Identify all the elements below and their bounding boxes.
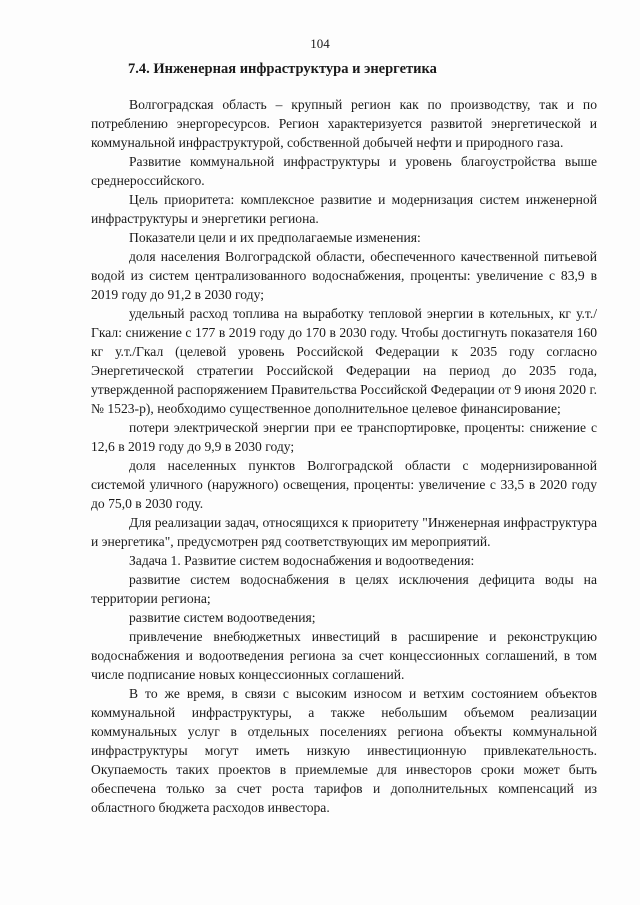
paragraph-measures-intro: Для реализации задач, относящихся к приоритету "Инженерная инфраструктура и энергетика", предусмотрен ряд соответствующих им мероприятий. — [91, 515, 597, 549]
paragraph-energy-loss-indicator: потери электрической энергии при ее транспортировке, проценты: снижение с 12,6 в 2019 году до 9,9 в 2030 году; — [91, 420, 597, 454]
paragraph-sewerage-development: развитие систем водоотведения; — [129, 610, 316, 625]
page-number: 104 — [310, 36, 330, 51]
paragraph-infrastructure-level: Развитие коммунальной инфраструктуры и уровень благоустройства выше среднероссийского. — [91, 154, 597, 188]
body-text — [91, 95, 597, 817]
paragraph-investment-attractiveness: В то же время, в связи с высоким износом и ветхим состоянием объектов коммунальной инфраструктуры, а также небольшим объемом реализации коммунальных услуг в отдельных поселениях региона объекты коммунальной инфраструктуры могут иметь низкую инвестиционную привлекательность. Окупаемость таких проектов в приемлемые для инвесторов сроки может быть обеспечена только за счет роста тарифов и дополнительных компенсаций из областного бюджета расходов инвестора. — [91, 686, 597, 815]
paragraph-fuel-consumption-indicator: удельный расход топлива на выработку тепловой энергии в котельных, кг у.т./Гкал: снижение с 177 в 2019 году до 170 в 2030 году. Чтобы достигнуть показателя 160 кг у.т./Гкал (целевой уровень Российской Федерации к 2035 году согласно Энергетической стратегии Российской Федерации на период до 2035 года, утвержденной распоряжением Правительства Российской Федерации от 9 июня 2020 г. № 1523-р), необходимо существенное дополнительное целевое финансирование; — [91, 306, 597, 416]
paragraph-investment-attraction: привлечение внебюджетных инвестиций в расширение и реконструкцию водоснабжения и водоотведения региона за счет концессионных соглашений, в том числе подписание новых концессионных соглашений. — [91, 629, 597, 682]
paragraph-indicators-intro: Показатели цели и их предполагаемые изменения: — [129, 230, 421, 245]
paragraph-region-overview: Волгоградская область – крупный регион как по производству, так и по потреблению энергоресурсов. Регион характеризуется развитой энергетической и коммунальной инфраструктурой, собственной добычей нефти и природного газа. — [91, 97, 597, 150]
paragraph-task-1: Задача 1. Развитие систем водоснабжения и водоотведения: — [129, 553, 475, 568]
section-title: 7.4. Инженерная инфраструктура и энергетика — [128, 61, 437, 77]
paragraph-water-supply-development: развитие систем водоснабжения в целях исключения дефицита воды на территории региона; — [91, 572, 597, 606]
paragraph-water-supply-indicator: доля населения Волгоградской области, обеспеченного качественной питьевой водой из систем централизованного водоснабжения, проценты: увеличение с 83,9 в 2019 году до 91,2 в 2030 году; — [91, 249, 597, 302]
paragraph-street-lighting-indicator: доля населенных пунктов Волгоградской области с модернизированной системой уличного (наружного) освещения, проценты: увеличение с 33,5 в 2020 году до 75,0 в 2030 году. — [91, 458, 597, 511]
paragraph-priority-goal: Цель приоритета: комплексное развитие и модернизация систем инженерной инфраструктуры и энергетики региона. — [91, 192, 597, 226]
